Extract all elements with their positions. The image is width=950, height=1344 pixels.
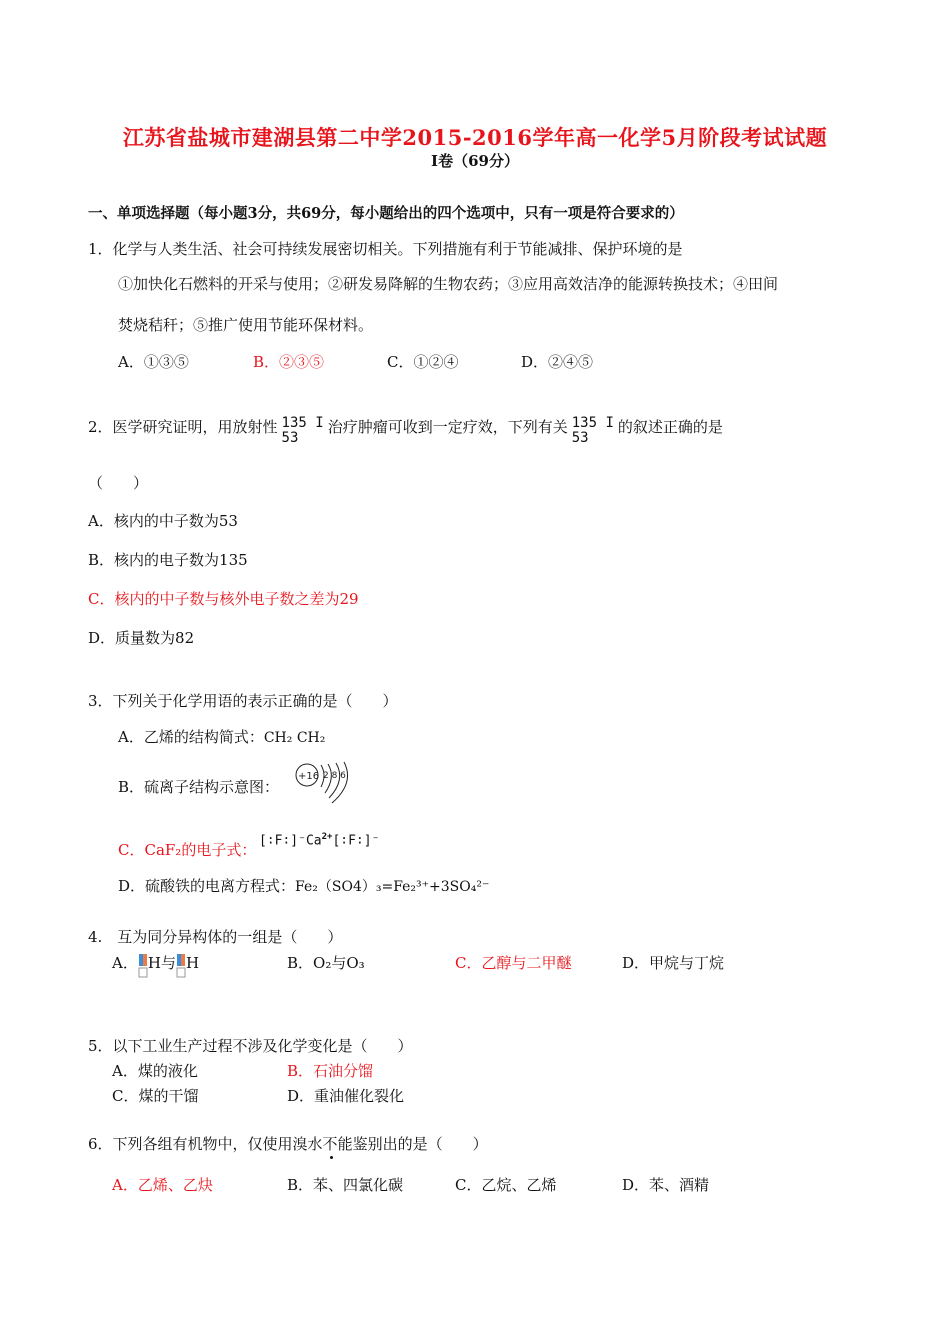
isotope-image-icon [138,952,148,978]
q1-option-d: D．②④⑤ [521,353,594,371]
q2-stem-post: 的叙述正确的是 [617,418,723,436]
q5-stem: 5．以下工业生产过程不涉及化学变化是（ ） [88,1037,413,1055]
q4-option-d: D．甲烷与丁烷 [622,954,725,972]
q4-option-a-prefix: A． [112,954,138,972]
nuclide-element-2: I [605,415,614,431]
sulfide-ion-diagram [294,760,356,806]
calcium-symbol: Ca [305,833,322,849]
q6-stem-pre: 6．下列各组有机物中，仅使用溴水 [88,1135,323,1153]
q1-option-a: A．①③⑤ [118,353,189,371]
q6-option-c: C．乙烷、乙烯 [455,1176,557,1194]
q3-stem: 3．下列关于化学用语的表示正确的是（ ） [88,692,398,710]
nuclide-symbol [282,416,324,446]
nuclide-element: I [315,415,324,431]
q4-option-a-h1: H [147,954,161,972]
q1-option-b-answer: B．②③⑤ [253,353,325,371]
nuclide-atomic-number: 53 [281,430,299,446]
q2-stem [88,416,723,446]
q2-stem-pre: 2．医学研究证明，用放射性 [88,418,278,436]
q6-emphasis-not: 不 [322,1135,338,1153]
fluoride-left: [∶F∶]⁻ [259,833,306,849]
q6-stem-post: 能鉴别出的是（ ） [337,1135,488,1153]
q4-option-a [112,952,199,978]
q3-option-a-label: A．乙烯的结构简式： [118,728,264,746]
q2-option-c-answer: C．核内的中子数与核外电子数之差为29 [88,590,359,608]
page-title: 江苏省盐城市建湖县第二中学2015-2016学年高一化学5月阶段考试试题 [122,125,828,150]
caf2-electron-formula [259,826,379,852]
q2-stem-mid: 治疗肿瘤可收到一定疗效，下列有关 [327,418,568,436]
nuclide-mass-number-2: 135 [571,415,598,431]
nucleus-charge: +16 [298,771,320,782]
nuclide-atomic-number-2: 53 [571,430,589,446]
paper-subtitle: Ⅰ卷（69分） [431,152,519,170]
ethylene-formula: CH₂ CH₂ [263,730,326,746]
q3-option-b-label: B．硫离子结构示意图： [118,778,280,796]
q1-measures-line2: 焚烧秸秆；⑤推广使用节能环保材料。 [118,316,374,334]
q3-option-d-label: D．硫酸铁的电离方程式： [118,877,296,895]
q4-option-a-h2: H [185,954,200,972]
q5-option-b-answer: B．石油分馏 [287,1062,374,1080]
fluoride-right: [∶F∶]⁻ [332,833,380,849]
q2-option-d: D．质量数为82 [88,629,195,647]
isotope-image-icon [176,952,186,978]
q5-option-d: D．重油催化裂化 [287,1087,405,1105]
q4-option-c-answer: C．乙醇与二甲醚 [455,954,572,972]
q6-stem [88,1133,488,1154]
q4-stem: 4. 互为同分异构体的一组是（ ） [88,928,343,946]
q2-option-b: B．核内的电子数为135 [88,551,248,569]
q5-option-a: A．煤的液化 [112,1062,198,1080]
q3-option-a [118,726,325,747]
q6-option-a-answer: A．乙烯、乙炔 [112,1176,213,1194]
q2-option-a: A．核内的中子数为53 [88,512,238,530]
q3-option-c-label-answer: C．CaF₂的电子式： [118,841,257,859]
q1-measures-line1: ①加快化石燃料的开采与使用；②研发易降解的生物农药；③应用高效洁净的能源转换技术；④田间 [118,275,779,293]
q4-option-b: B．O₂与O₃ [287,954,365,972]
q4-option-a-and: 与 [160,954,176,972]
q2-answer-paren: （ ） [88,474,149,492]
q1-option-c: C．①②④ [387,353,459,371]
q3-option-d [118,875,489,896]
calcium-charge: 2+ [321,832,333,842]
nuclide-symbol-2 [572,416,614,446]
section-heading: 一、单项选择题（每小题3分，共69分，每小题给出的四个选项中，只有一项是符合要求的） [88,205,684,222]
electron-shells: 2 8 6 [323,771,346,781]
nuclide-mass-number: 135 [281,415,307,431]
q1-stem: 1．化学与人类生活、社会可持续发展密切相关。下列措施有利于节能减排、保护环境的是 [88,240,683,258]
q5-option-c: C．煤的干馏 [112,1087,199,1105]
q6-option-d: D．苯、酒精 [622,1176,710,1194]
q6-option-b: B．苯、四氯化碳 [287,1176,404,1194]
ionization-equation: Fe₂（SO4）₃=Fe₂³⁺+3SO₄²⁻ [295,879,490,895]
